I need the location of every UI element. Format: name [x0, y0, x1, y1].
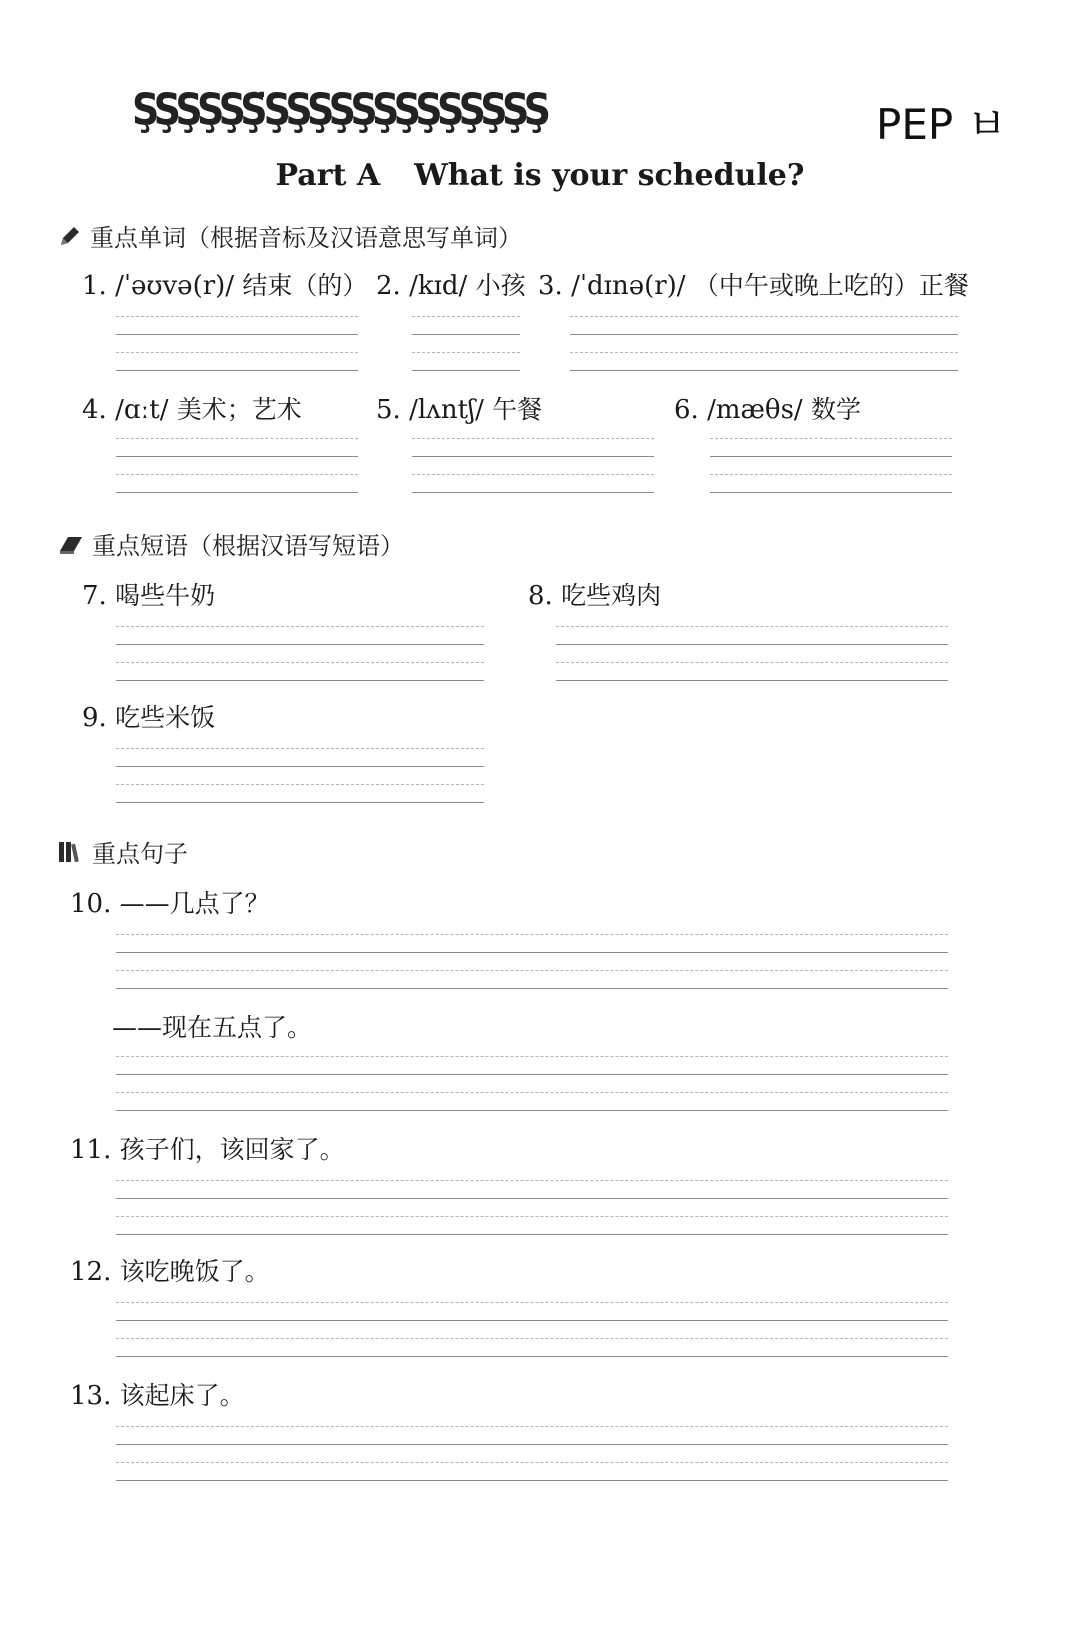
writing-lines-1[interactable] [116, 316, 358, 384]
sentence-item-13 [70, 1376, 245, 1412]
phonetic: /kɪd/ [409, 271, 468, 301]
item-number: 13. [70, 1381, 112, 1411]
item-number: 4. [82, 395, 107, 425]
books-icon [58, 840, 84, 864]
meaning: 小孩 [475, 271, 526, 300]
phonetic: /ɑːt/ [115, 395, 169, 425]
item-number: 7. [82, 581, 107, 611]
meaning: （中午或晚上吃的）正餐 [693, 271, 969, 300]
writing-lines-10b[interactable] [116, 1056, 948, 1124]
writing-lines-10a[interactable] [116, 934, 948, 1002]
word-item-5 [376, 390, 542, 426]
edition-label: PEP ㅂ [876, 100, 1008, 149]
phonetic: /ˈəʊvə(r)/ [115, 271, 235, 301]
item-number: 9. [82, 703, 107, 733]
item-number: 2. [376, 271, 401, 301]
sentence-text: 该吃晚饭了。 [119, 1257, 270, 1286]
phrases-section-heading [58, 526, 404, 561]
item-number: 3. [538, 271, 563, 301]
part-label: Part A [275, 158, 381, 193]
word-item-1 [82, 266, 367, 302]
writing-lines-4[interactable] [116, 438, 358, 506]
word-item-4 [82, 390, 302, 426]
meaning: 美术；艺术 [176, 395, 302, 424]
sentence-item-10 [70, 884, 270, 920]
sentences-heading-text: 重点句子 [92, 840, 188, 868]
phrase-item-9 [82, 698, 215, 734]
words-section-heading [58, 218, 522, 253]
writing-lines-5[interactable] [412, 438, 654, 506]
writing-lines-8[interactable] [556, 626, 948, 694]
part-title [0, 158, 1080, 193]
writing-lines-11[interactable] [116, 1180, 948, 1248]
sentence-text: ——几点了？ [119, 889, 270, 918]
phrases-heading-text: 重点短语（根据汉语写短语） [92, 532, 404, 560]
phrase-text: 吃些鸡肉 [561, 581, 662, 610]
item-number: 1. [82, 271, 107, 301]
phrase-text: 喝些牛奶 [115, 581, 216, 610]
words-heading-text: 重点单词（根据音标及汉语意思写单词） [90, 224, 522, 252]
sentence-item-10-reply [112, 1008, 312, 1044]
writing-lines-9[interactable] [116, 748, 484, 816]
writing-lines-2[interactable] [412, 316, 520, 384]
item-number: 12. [70, 1257, 112, 1287]
phrase-item-7 [82, 576, 215, 612]
writing-lines-6[interactable] [710, 438, 952, 506]
word-item-3 [538, 266, 969, 302]
item-number: 5. [376, 395, 401, 425]
item-number: 6. [674, 395, 699, 425]
phonetic: /lʌntʃ/ [409, 395, 484, 425]
item-number: 8. [528, 581, 553, 611]
sentence-text: 孩子们，该回家了。 [119, 1135, 345, 1164]
sentence-text: 该起床了。 [119, 1381, 245, 1410]
item-number: 10. [70, 889, 112, 919]
document-title-garbled: ŞŞŞŞŞŞ̈ŞŞŞŞŞŞŞŞŞŞŞŞŞ [132, 84, 547, 135]
sentence-item-12 [70, 1252, 270, 1288]
phrase-item-8 [528, 576, 661, 612]
phonetic: /mæθs/ [707, 395, 803, 425]
phrase-text: 吃些米饭 [115, 703, 216, 732]
writing-lines-12[interactable] [116, 1302, 948, 1370]
sentence-item-11 [70, 1130, 345, 1166]
sentences-section-heading [58, 834, 188, 869]
pencil-icon [58, 224, 82, 248]
part-question: What is your schedule? [414, 158, 805, 193]
phonetic: /ˈdɪnə(r)/ [571, 271, 686, 301]
writing-lines-7[interactable] [116, 626, 484, 694]
meaning: 数学 [810, 395, 861, 424]
eraser-icon [58, 533, 84, 555]
writing-lines-13[interactable] [116, 1426, 948, 1494]
word-item-6 [674, 390, 861, 426]
sentence-reply-text: ——现在五点了。 [112, 1013, 313, 1042]
meaning: 午餐 [492, 395, 543, 424]
meaning: 结束（的） [242, 271, 368, 300]
word-item-2 [376, 266, 526, 302]
writing-lines-3[interactable] [570, 316, 958, 384]
item-number: 11. [70, 1135, 112, 1165]
